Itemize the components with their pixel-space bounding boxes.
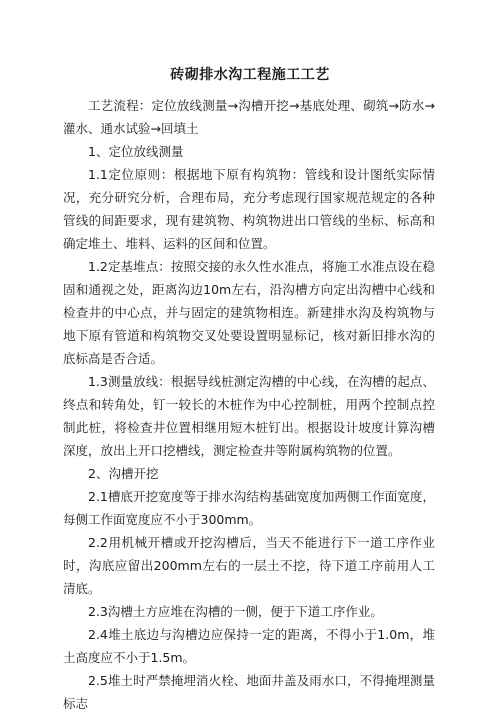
process-flow-paragraph: 工艺流程：定位放线测量→沟槽开挖→基底处理、砌筑→防水→灌水、通水试验→回填土 <box>63 98 435 136</box>
paragraph-2-5: 2.5堆土时严禁掩埋消火栓、地面井盖及雨水口，不得掩埋测量标志 <box>63 673 435 711</box>
section-heading-positioning: 1、定位放线测量 <box>88 144 184 159</box>
section-heading-trench: 2、沟槽开挖 <box>88 466 159 481</box>
paragraph-1-3: 1.3测量放线：根据导线桩测定沟槽的中心线，在沟槽的起点、终点和转角处，钉一较长的木桩作为中心控制桩，用两个控制点控制此桩，将检查井位置相继用短木桩钉出。根据设计坡度计算沟槽深度，放出上开口挖槽线，测定检查井等附属构筑物的位置。 <box>63 374 435 458</box>
paragraph-2-4: 2.4堆土底边与沟槽边应保持一定的距离，不得小于1.0m，堆土高度应不小于1.5m。 <box>63 627 435 665</box>
paragraph-1-1: 1.1定位原则：根据地下原有构筑物：管线和设计图纸实际情况，充分研究分析，合理布局，充分考虑现行国家规范规定的各种管线的间距要求，现有建筑物、构筑物进出口管线的坐标、标高和确定堆土、堆料、运料的区间和位置。 <box>63 167 435 251</box>
paragraph-2-1: 2.1槽底开挖宽度等于排水沟结构基础宽度加两侧工作面宽度，每侧工作面宽度应不小于300mm。 <box>63 489 435 527</box>
paragraph-2-3: 2.3沟槽土方应堆在沟槽的一侧，便于下道工序作业。 <box>88 604 383 619</box>
paragraph-1-2: 1.2定基堆点：按照交接的永久性水准点，将施工水准点设在稳固和通视之处，距离沟边10m左右，沿沟槽方向定出沟槽中心线和检查井的中心点，并与固定的建筑物相连。新建排水沟及构筑物与地下原有管道和构筑物交叉处要设置明显标记，核对新旧排水沟的底标高是否合适。 <box>63 259 435 366</box>
document-body <box>63 94 435 715</box>
paragraph-2-2: 2.2用机械开槽或开挖沟槽后，当天不能进行下一道工序作业时，沟底应留出200mm左右的一层土不挖，待下道工序前用人工清底。 <box>63 535 435 596</box>
document-title: 砖砌排水沟工程施工工艺 <box>170 67 330 83</box>
